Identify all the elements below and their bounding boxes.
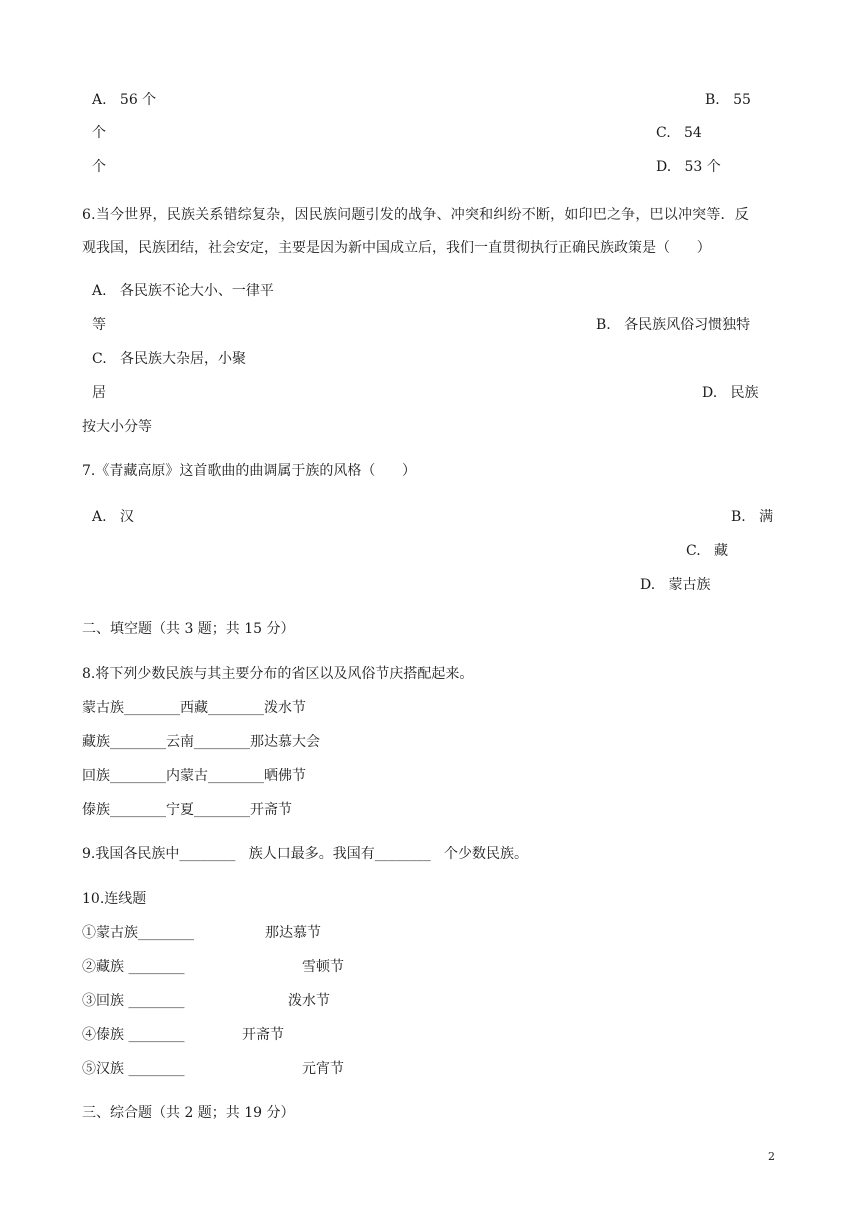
q6-stem-line1: 6.当今世界，民族关系错综复杂，因民族问题引发的战争、冲突和纠纷不断，如印巴之争，巴以冲突等．反	[82, 207, 749, 223]
q8-row: 蒙古族________西藏________泼水节	[82, 700, 306, 716]
q6-option-b: B. 各民族风俗习惯独特	[596, 317, 751, 333]
q10-left-item: ⑤汉族 ________	[82, 1061, 185, 1077]
q10-right-item: 泼水节	[288, 993, 330, 1009]
q8-row: 回族________内蒙古________晒佛节	[82, 768, 306, 784]
q10-right-item: 雪顿节	[302, 959, 344, 975]
q6-option-d-wrap: 按大小分等	[82, 419, 152, 435]
q8-stem: 8.将下列少数民族与其主要分布的省区以及风俗节庆搭配起来。	[82, 666, 474, 682]
q6-option-c: C. 各民族大杂居，小聚	[92, 351, 247, 367]
q10-stem: 10.连线题	[82, 891, 147, 907]
q7-option-c: C. 藏	[686, 543, 729, 559]
q5-option-a: A. 56 个	[92, 92, 157, 108]
q7-option-d: D. 蒙古族	[640, 577, 711, 593]
q6-option-d: D. 民族	[702, 385, 759, 401]
q5-option-c-wrap: 个	[92, 159, 106, 175]
q10-right-item: 开斋节	[242, 1027, 284, 1043]
section-3-title: 三、综合题（共 2 题；共 19 分）	[82, 1105, 295, 1121]
q5-option-b-wrap: 个	[92, 125, 106, 141]
q10-right-item: 元宵节	[302, 1061, 344, 1077]
q5-option-c: C. 54	[656, 125, 702, 141]
q7-stem: 7.《青藏高原》这首歌曲的曲调属于族的风格（ ）	[82, 463, 417, 479]
q6-option-a-wrap: 等	[92, 317, 106, 333]
q10-right-item: 那达慕节	[265, 925, 321, 941]
q8-row: 傣族________宁夏________开斋节	[82, 802, 292, 818]
q9-stem: 9.我国各民族中________ 族人口最多。我国有________ 个少数民族。	[82, 846, 529, 862]
q10-left-item: ①蒙古族________	[82, 925, 194, 941]
q5-option-b: B. 55	[705, 92, 751, 108]
q6-stem-line2: 观我国，民族团结，社会安定，主要是因为新中国成立后，我们一直贯彻执行正确民族政策是（ ）	[82, 240, 711, 256]
q7-option-a: A. 汉	[92, 509, 134, 525]
section-2-title: 二、填空题（共 3 题；共 15 分）	[82, 621, 295, 637]
q10-left-item: ③回族 ________	[82, 993, 185, 1009]
page-number: 2	[768, 1150, 775, 1163]
q6-option-c-wrap: 居	[92, 385, 106, 401]
q10-left-item: ②藏族 ________	[82, 959, 185, 975]
q7-option-b: B. 满	[731, 509, 774, 525]
q8-row: 藏族________云南________那达慕大会	[82, 734, 320, 750]
q10-left-item: ④傣族 ________	[82, 1027, 185, 1043]
q6-option-a: A. 各民族不论大小、一律平	[92, 283, 274, 299]
q5-option-d: D. 53 个	[656, 159, 721, 175]
